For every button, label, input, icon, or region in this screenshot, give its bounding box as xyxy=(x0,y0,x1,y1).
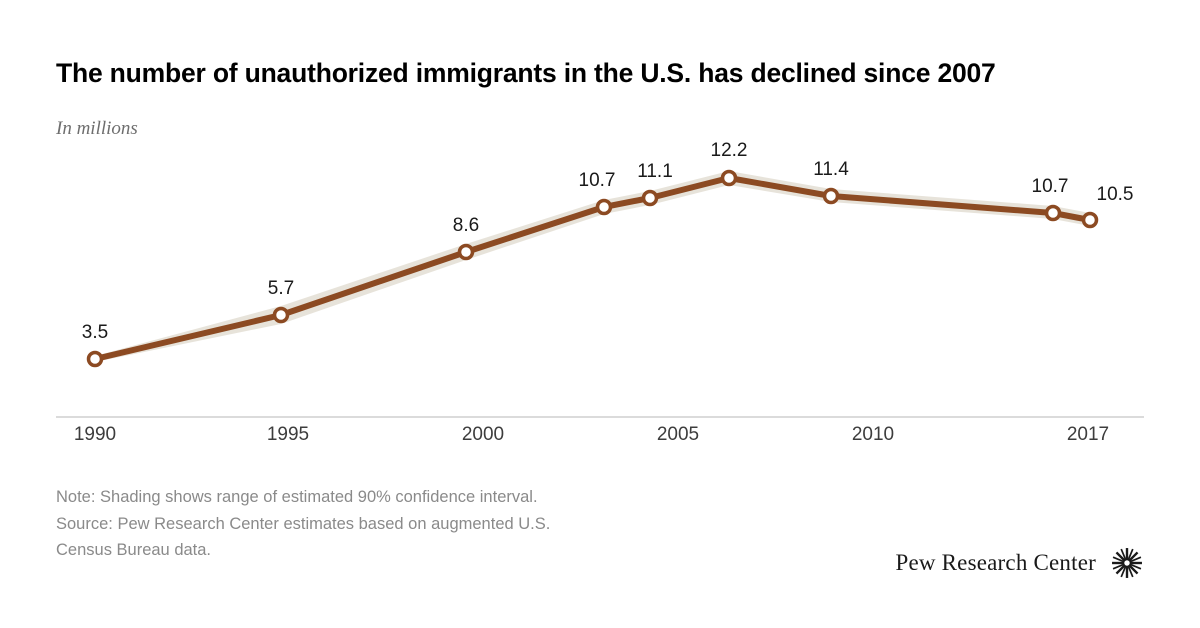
data-label: 10.5 xyxy=(1096,184,1134,205)
data-point-marker xyxy=(460,246,473,259)
chart-plot-area xyxy=(0,140,1200,460)
x-tick-1995: 1995 xyxy=(266,424,310,445)
source-line-continued: Census Bureau data. xyxy=(56,541,212,560)
data-label: 5.7 xyxy=(267,278,295,299)
data-point-marker xyxy=(1047,207,1060,220)
x-tick-2005: 2005 xyxy=(656,424,700,445)
confidence-band xyxy=(95,171,1090,362)
note-line: Note: Shading shows range of estimated 90% confidence interval. xyxy=(56,488,538,506)
x-axis-tick-labels xyxy=(0,424,1200,454)
chart-subtitle: In millions xyxy=(56,118,138,139)
data-label: 10.7 xyxy=(1031,176,1069,197)
data-label: 11.1 xyxy=(637,161,673,182)
data-point-marker xyxy=(598,201,611,214)
data-point-marker xyxy=(644,192,657,205)
data-point-marker xyxy=(723,172,736,185)
brand-name: Pew Research Center xyxy=(895,550,1096,575)
x-tick-2000: 2000 xyxy=(461,424,505,445)
page-title: The number of unauthorized immigrants in the U.S. has declined since 2007 xyxy=(56,58,996,88)
x-tick-2017: 2017 xyxy=(1066,424,1110,445)
data-label: 8.6 xyxy=(452,215,480,236)
x-tick-2010: 2010 xyxy=(851,424,895,445)
data-point-marker xyxy=(825,190,838,203)
pew-starburst-icon xyxy=(1110,546,1144,580)
data-label: 3.5 xyxy=(81,322,109,343)
chart-footnotes xyxy=(56,484,550,564)
data-point-marker xyxy=(275,309,288,322)
data-point-marker xyxy=(1084,214,1097,227)
source-line: Source: Pew Research Center estimates based on augmented U.S. xyxy=(56,514,551,533)
x-tick-1990: 1990 xyxy=(73,424,117,445)
data-label: 12.2 xyxy=(710,140,748,161)
data-point-marker xyxy=(89,353,102,366)
brand-lockup xyxy=(895,546,1144,580)
data-label: 11.4 xyxy=(813,159,849,180)
data-label: 10.7 xyxy=(578,170,616,191)
